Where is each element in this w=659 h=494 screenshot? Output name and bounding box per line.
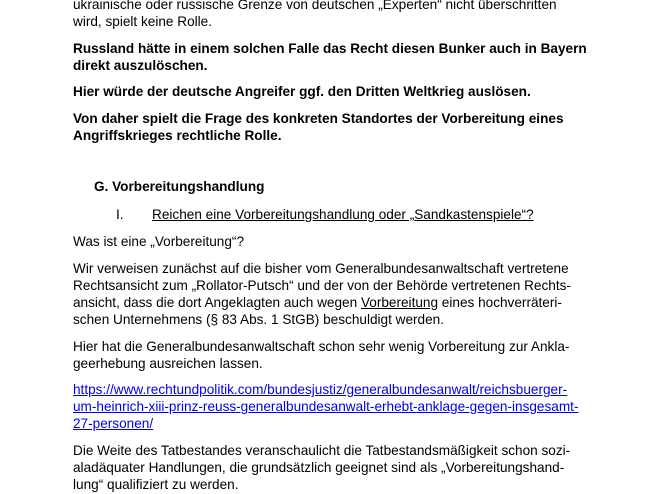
text-segment: ansicht, dass die dort Angeklagten auch wegen <box>73 295 361 310</box>
section-heading: G. Vorbereitungshandlung <box>94 179 265 194</box>
bold-text-line: Russland hätte in einem solchen Falle das Recht diesen Bunker auch in Bayern <box>73 41 587 56</box>
text-line: Die Weite des Tatbestandes veranschaulicht die Tatbestandsmäßigkeit schon sozi- <box>73 443 571 458</box>
text-line: geerhebung ausreichen lassen. <box>73 356 263 371</box>
text-line: Rechtsansicht zum „Rollator-Putsch“ und der von der Behörde vertretenen Rechts- <box>73 278 571 293</box>
text-line: lung“ qualifiziert zu werden. <box>73 477 239 492</box>
article-link[interactable]: https://www.rechtundpolitik.com/bundesjustiz/generalbundesanwalt/reichsbuerger- <box>73 382 568 397</box>
underlined-term: Vorbereitung <box>360 295 439 310</box>
bold-text-line: direkt auszulöschen. <box>73 58 208 73</box>
text-line: Hier hat die Generalbundesanwaltschaft schon sehr wenig Vorbereitung zur Ankla- <box>73 339 570 354</box>
article-link[interactable]: um-heinrich-xiii-prinz-reuss-generalbundesanwalt-erhebt-anklage-gegen-insgesamt- <box>73 399 579 414</box>
text-line: schen Unternehmens (§ 83 Abs. 1 StGB) beschuldigt werden. <box>73 312 445 327</box>
bold-text-line: Hier würde der deutsche Angreifer ggf. den Dritten Weltkrieg auslösen. <box>73 84 531 99</box>
text-line: ukrainische oder russische Grenze von deutschen „Experten“ nicht überschritten <box>73 0 557 12</box>
bold-text-line: Von daher spielt die Frage des konkreten Standortes der Vorbereitung eines <box>73 111 564 126</box>
text-line <box>73 294 562 311</box>
text-line: wird, spielt keine Rolle. <box>73 14 213 29</box>
text-segment: eines hochverräteri- <box>438 295 562 310</box>
text-line: Wir verweisen zunächst auf die bisher vom Generalbundesanwaltschaft vertretene <box>73 261 569 276</box>
question-line: Was ist eine „Vorbereitung“? <box>73 234 245 249</box>
article-link[interactable]: 27-personen/ <box>73 416 154 431</box>
text-line: aladäquater Handlungen, die grundsätzlich geeignet sind als „Vorbereitungshand- <box>73 460 565 475</box>
subsection-title: Reichen eine Vorbereitungshandlung oder „Sandkastenspiele“? <box>152 207 534 222</box>
bold-text-line: Angriffskrieges rechtliche Rolle. <box>73 128 282 143</box>
subsection-number: I. <box>116 207 124 222</box>
